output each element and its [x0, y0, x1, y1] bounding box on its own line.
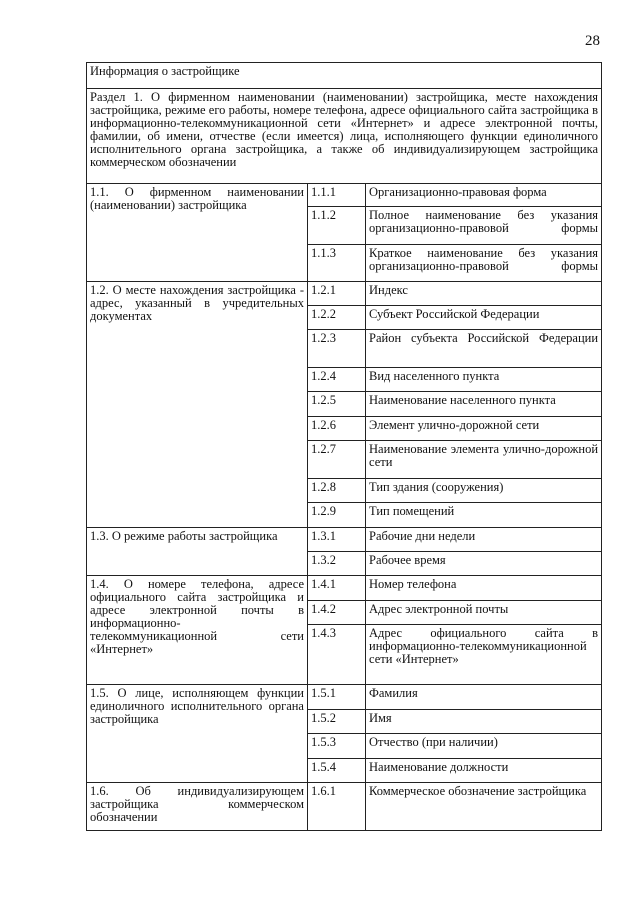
row-code: 1.2.1 [308, 282, 366, 306]
row-code: 1.4.2 [308, 601, 366, 625]
table-title: Информация о застройщике [87, 63, 602, 89]
row-name: Элемент улично-дорожной сети [366, 417, 602, 441]
row-code: 1.2.7 [308, 441, 366, 479]
row-code: 1.2.3 [308, 330, 366, 368]
row-code: 1.5.3 [308, 734, 366, 759]
row-name: Субъект Российской Федерации [366, 306, 602, 330]
row-name: Отчество (при наличии) [366, 734, 602, 759]
row-name: Наименование элемента улично-дорожной сети [366, 441, 602, 479]
row-code: 1.1.2 [308, 207, 366, 245]
row-name: Наименование должности [366, 759, 602, 783]
row-code: 1.4.3 [308, 625, 366, 685]
row-code: 1.2.4 [308, 368, 366, 392]
row-name: Краткое наименование без указания организационно-правовой формы [366, 245, 602, 282]
row-code: 1.1.3 [308, 245, 366, 282]
row-name: Тип помещений [366, 503, 602, 528]
row-name: Организационно-правовая форма [366, 184, 602, 207]
row-name: Вид населенного пункта [366, 368, 602, 392]
row-name: Номер телефона [366, 576, 602, 601]
developer-info-table [86, 62, 602, 831]
row-name: Индекс [366, 282, 602, 306]
row-name: Район субъекта Российской Федерации [366, 330, 602, 368]
section-heading: Раздел 1. О фирменном наименовании (наименовании) застройщика, месте нахождения застройщика, режиме его работы, номере телефона, адресе официального сайта застройщика в информационно-телекоммуникационной сети «Интернет» и адресе электронной почты, фамилии, об имени, отчестве (если имеется) лица, исполняющего функции единоличного исполнительного органа застройщика, а также об индивидуализирующем застройщика коммерческом обозначении [87, 89, 602, 184]
row-code: 1.2.6 [308, 417, 366, 441]
row-name: Рабочее время [366, 552, 602, 576]
row-code: 1.6.1 [308, 783, 366, 831]
group-label: 1.6. Об индивидуализирующем застройщика коммерческом обозначении [87, 783, 308, 831]
row-code: 1.3.1 [308, 528, 366, 552]
group-label: 1.2. О месте нахождения застройщика - адрес, указанный в учредительных документах [87, 282, 308, 528]
row-name: Фамилия [366, 685, 602, 710]
row-name: Тип здания (сооружения) [366, 479, 602, 503]
row-name: Наименование населенного пункта [366, 392, 602, 417]
row-code: 1.5.4 [308, 759, 366, 783]
group-label: 1.1. О фирменном наименовании (наименовании) застройщика [87, 184, 308, 282]
row-code: 1.2.2 [308, 306, 366, 330]
page-number: 28 [585, 33, 600, 49]
row-name: Имя [366, 710, 602, 734]
row-code: 1.2.5 [308, 392, 366, 417]
group-label: 1.3. О режиме работы застройщика [87, 528, 308, 576]
row-code: 1.2.9 [308, 503, 366, 528]
row-name: Адрес официального сайта в информационно-телекоммуникационной сети «Интернет» [366, 625, 602, 685]
row-name: Рабочие дни недели [366, 528, 602, 552]
row-code: 1.3.2 [308, 552, 366, 576]
row-code: 1.2.8 [308, 479, 366, 503]
row-code: 1.5.2 [308, 710, 366, 734]
row-code: 1.1.1 [308, 184, 366, 207]
group-label: 1.5. О лице, исполняющем функции единоличного исполнительного органа застройщика [87, 685, 308, 783]
row-name: Коммерческое обозначение застройщика [366, 783, 602, 831]
row-name: Адрес электронной почты [366, 601, 602, 625]
row-name: Полное наименование без указания организационно-правовой формы [366, 207, 602, 245]
row-code: 1.5.1 [308, 685, 366, 710]
group-label: 1.4. О номере телефона, адресе официального сайта застройщика и адресе электронной почты в информационно-телекоммуникационной сети «Интернет» [87, 576, 308, 685]
row-code: 1.4.1 [308, 576, 366, 601]
